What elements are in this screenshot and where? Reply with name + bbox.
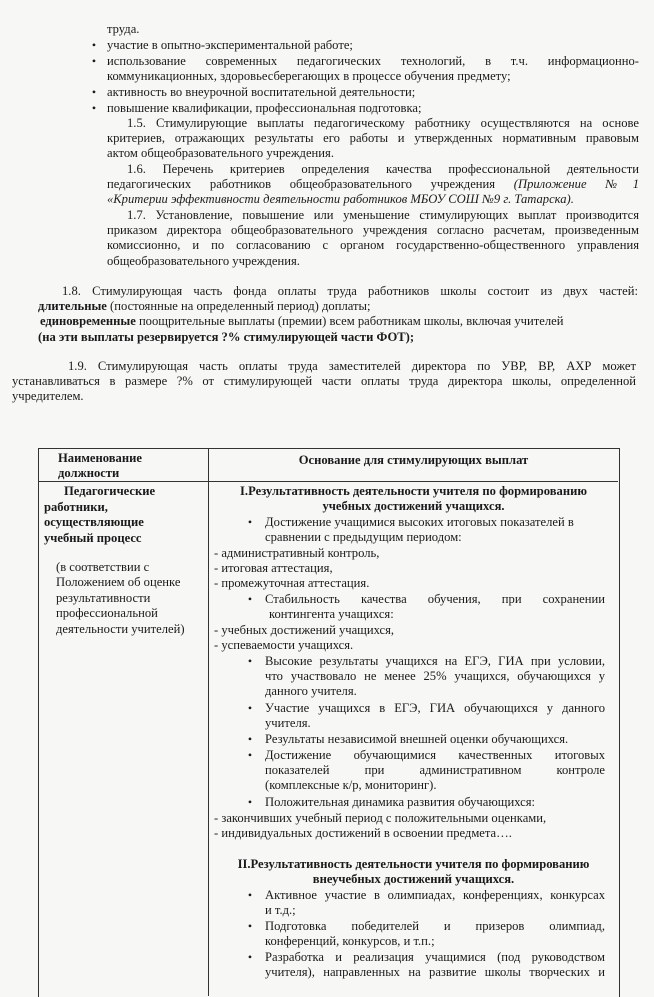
position-note: (в соответствии с Положением об оценке результативности профессиональной деятельности учителей): [56, 560, 185, 636]
dash-list: - административный контроль, - итоговая аттестация, - промежуточная аттестация.: [214, 546, 380, 591]
table-header-position: Наименование должности: [58, 451, 142, 480]
dash-list: - закончивших учебный период с положительными оценками, - индивидуальных достижений в освоении предмета….: [214, 811, 547, 841]
bullet-icon: •: [247, 592, 253, 606]
position-name: Педагогические работники, осуществляющие учебный процесс: [44, 484, 156, 545]
bullet-icon: •: [91, 38, 97, 52]
bullet-icon: •: [247, 888, 253, 902]
paragraph-1-9: 1.9. Стимулирующая часть оплаты труда заместителей директора по УВР, ВР, АХР может устанавливаться в размере ?% от стимулирующей части оплаты труда директора школы, определенной учредителем.: [12, 359, 636, 404]
dash-list: - учебных достижений учащихся, - успеваемости учащихся.: [214, 623, 395, 653]
table-column-divider: [208, 448, 209, 996]
list-item: • Результаты независимой внешней оценки обучающихся.: [265, 732, 605, 747]
section-1-title: I.Результативность деятельности учителя по формированию учебных достижений учащихся.: [240, 484, 587, 514]
bullet-icon: •: [247, 654, 253, 668]
list-item: • Положительная динамика развития обучающихся:: [265, 795, 605, 810]
bullet-icon: •: [247, 515, 253, 529]
list-item: • Достижение обучающимися качественных итоговых показателей при административном контроле (комплексные к/р, мониторинг).: [265, 748, 605, 794]
bullet-icon: •: [91, 54, 97, 68]
section-2-title: II.Результативность деятельности учителя по формированию внеучебных достижений учащихся.: [237, 857, 590, 887]
list-item: • повышение квалификации, профессиональная подготовка;: [107, 101, 639, 116]
paragraph-1-7: 1.7. Установление, повышение или уменьшение стимулирующих выплат производится приказом директора общеобразовательного учреждения согласно расчетам, произведенным комиссионно, и по согласованию с органом государственно-общественного управления общеобразовательного учреждения.: [107, 208, 639, 268]
bullet-icon: •: [91, 85, 97, 99]
bullet-icon: •: [91, 101, 97, 115]
bullet-icon: •: [247, 950, 253, 964]
list-item: • активность во внеурочной воспитательной деятельности;: [107, 85, 639, 100]
list-item: • Активное участие в олимпиадах, конференциях, конкурсах и т.д.;: [265, 888, 605, 918]
paragraph-1-8: 1.8. Стимулирующая часть фонда оплаты труда работников школы состоит из двух частей: длительные (постоянные на определенный период) доплаты; единовременные поощрительные выплаты (премии) всем работникам школы, включая учителей (на эти выплаты резервируется ?% стимулирующей части ФОТ);: [38, 284, 638, 344]
list-item: • использование современных педагогических технологий, в т.ч. информационно- коммуникационных, здоровьесберегающих в процессе обучения предмету;: [107, 54, 639, 84]
bullet-icon: •: [247, 732, 253, 746]
list-item: • Участие учащихся в ЕГЭ, ГИА обучающихся у данного учителя.: [265, 701, 605, 731]
bullet-icon: •: [247, 701, 253, 715]
table-header-divider: [38, 481, 618, 482]
list-item: • участие в опытно-экспериментальной работе;: [107, 38, 639, 53]
text-line: труда.: [107, 22, 140, 36]
paragraph-1-6: 1.6. Перечень критериев определения качества профессиональной деятельности педагогических работников общеобразовательного учреждения (Приложение №1 «Критерии эффективности деятельности работников МБОУ СОШ №9 г. Татарска).: [107, 162, 639, 207]
list-item: • Разработка и реализация учащимися (под руководством учителя), направленных на развитие школы творческих и: [265, 950, 605, 980]
bullet-icon: •: [247, 748, 253, 762]
list-item: • Подготовка победителей и призеров олимпиад, конференций, конкурсов, и т.п.;: [265, 919, 605, 949]
bullet-icon: •: [247, 795, 253, 809]
list-item: • Достижение учащимися высоких итоговых показателей в сравнении с предыдущим периодом:: [265, 515, 605, 545]
bullet-icon: •: [247, 919, 253, 933]
list-item: • Высокие результаты учащихся на ЕГЭ, ГИА при условии, что участвовало не менее 25% учащихся, обучающихся у данного учителя.: [265, 654, 605, 700]
table-header-basis: Основание для стимулирующих выплат: [298, 453, 529, 467]
list-item: • Стабильность качества обучения, при сохранении контингента учащихся:: [265, 592, 605, 622]
paragraph-1-5: 1.5. Стимулирующие выплаты педагогическому работнику осуществляются на основе критериев, отражающих результаты его работы и утвержденных нормативным правовым актом общеобразовательного учреждения.: [107, 116, 639, 161]
